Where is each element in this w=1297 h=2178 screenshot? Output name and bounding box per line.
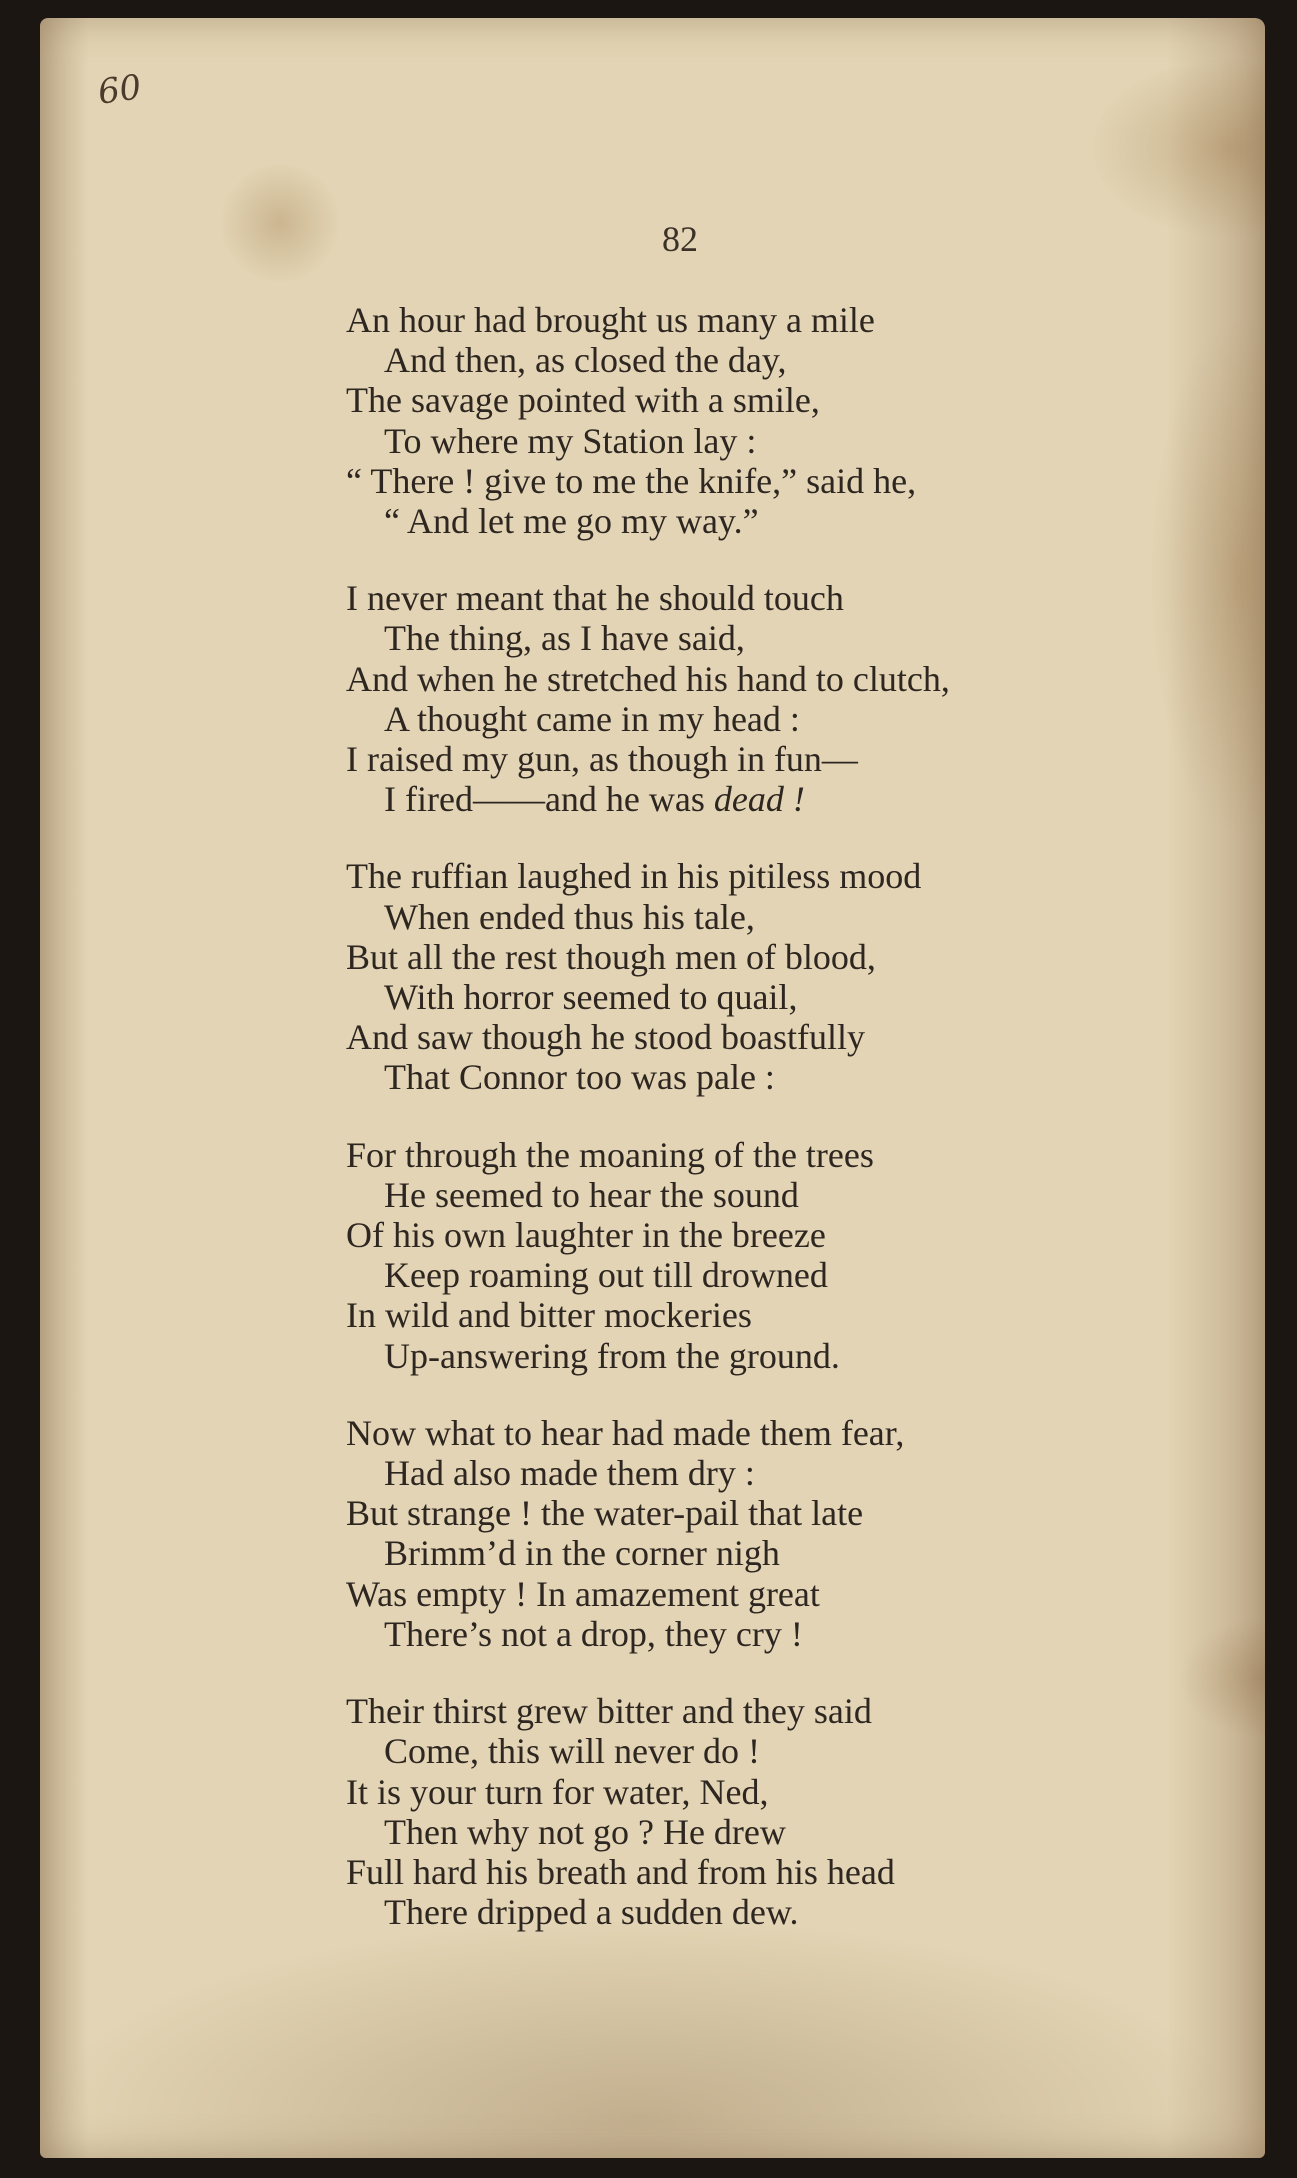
poem-line: Was empty ! In amazement great (346, 1573, 820, 1614)
poem-line: Of his own laughter in the breeze (346, 1215, 826, 1256)
poem-line: I never meant that he should touch (346, 578, 844, 619)
poem-line: The thing, as I have said, (384, 618, 745, 659)
stanza-5 (346, 1413, 950, 1654)
poem-line: A thought came in my head : (384, 698, 800, 739)
stanza-2 (346, 578, 950, 819)
poem-line: But strange ! the water-pail that late (346, 1493, 864, 1534)
poem-line: I raised my gun, as though in fun— (346, 739, 858, 780)
emphasized-word: dead ! (713, 779, 805, 820)
poem-line: That Connor too was pale : (384, 1057, 775, 1098)
stanza-1 (346, 300, 950, 541)
stanza-3 (346, 856, 950, 1097)
poem-line: And saw though he stood boastfully (346, 1017, 865, 1058)
poem-line: “ There ! give to me the knife,” said he, (346, 460, 917, 501)
poem-line: Full hard his breath and from his head (346, 1851, 895, 1892)
poem-line: Up-answering from the ground. (384, 1335, 840, 1376)
poem-line: With horror seemed to quail, (384, 977, 798, 1018)
poem-line: The ruffian laughed in his pitiless mood (346, 856, 922, 897)
poem-line: The savage pointed with a smile, (346, 380, 820, 421)
poem-line: “ And let me go my way.” (384, 501, 759, 542)
poem-line: There dripped a sudden dew. (384, 1892, 799, 1933)
poem-line: Now what to hear had made them fear, (346, 1412, 905, 1453)
stanza-6 (346, 1691, 950, 1932)
poem-line: For through the moaning of the trees (346, 1134, 874, 1175)
handwritten-margin-note: 60 (95, 67, 144, 113)
poem-line (346, 779, 950, 819)
poem-line: But all the rest though men of blood, (346, 936, 876, 977)
book-page (40, 18, 1265, 2158)
poem-line: And then, as closed the day, (384, 340, 787, 381)
poem-line: He seemed to hear the sound (384, 1174, 799, 1215)
poem-line-text: I fired——and he was (384, 779, 714, 820)
poem-line: Keep roaming out till drowned (384, 1255, 828, 1296)
poem-line: And when he stretched his hand to clutch, (346, 658, 950, 699)
poem-line: Had also made them dry : (384, 1453, 755, 1494)
poem-line: Brimm’d in the corner nigh (384, 1533, 780, 1574)
poem-line: When ended thus his tale, (384, 896, 755, 937)
stanza-4 (346, 1135, 950, 1376)
poem-line: To where my Station lay : (384, 420, 757, 461)
poem-text (346, 300, 950, 1969)
poem-line: In wild and bitter mockeries (346, 1295, 752, 1336)
poem-line: There’s not a drop, they cry ! (384, 1613, 803, 1654)
page-number: 82 (662, 219, 698, 259)
poem-line: Then why not go ? He drew (384, 1811, 786, 1852)
poem-line: An hour had brought us many a mile (346, 300, 875, 340)
poem-line: Their thirst grew bitter and they said (346, 1691, 872, 1732)
poem-line: It is your turn for water, Ned, (346, 1771, 769, 1812)
poem-line: Come, this will never do ! (384, 1731, 760, 1772)
